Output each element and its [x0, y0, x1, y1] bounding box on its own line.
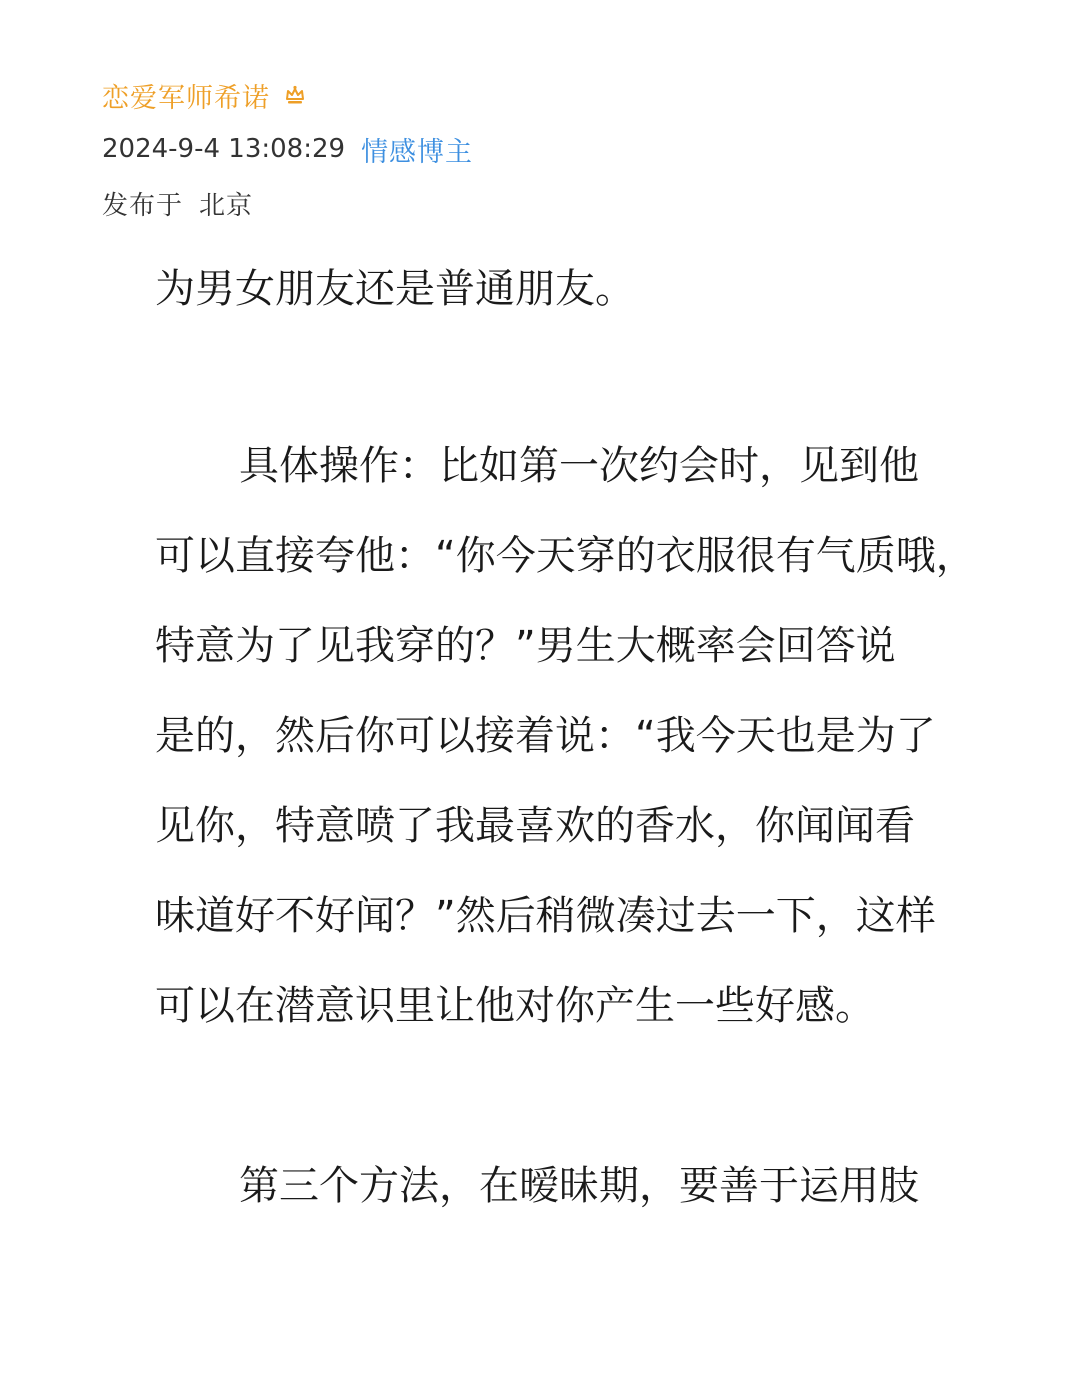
paragraph-line: 具体操作：比如第一次约会时，见到他 — [239, 443, 919, 489]
paragraph-line: 可以在潜意识里让他对你产生一些好感。 — [155, 983, 875, 1029]
post-timestamp: 2024-9-4 13:08:29 — [102, 134, 346, 164]
article-body — [155, 244, 985, 1231]
post-header — [102, 72, 982, 226]
location-row — [102, 180, 982, 226]
paragraph-line: 为男女朋友还是普通朋友。 — [155, 266, 635, 312]
paragraph-line: 特意为了见我穿的？”男生大概率会回答说 — [155, 623, 896, 669]
paragraph-line: 味道好不好闻？”然后稍微凑过去一下，这样 — [155, 893, 936, 939]
role-tag[interactable]: 情感博主 — [361, 136, 474, 168]
author-row — [102, 72, 982, 118]
author-name[interactable]: 恋爱军师希诺 — [102, 82, 270, 114]
paragraph-3 — [155, 1141, 985, 1231]
location-label: 发布于 — [102, 190, 184, 221]
crown-icon — [284, 84, 306, 106]
paragraph-line: 第三个方法，在暧昧期，要善于运用肢 — [239, 1163, 919, 1209]
paragraph-1 — [155, 244, 985, 334]
paragraph-line: 见你，特意喷了我最喜欢的香水，你闻闻看 — [155, 803, 915, 849]
meta-row — [102, 126, 982, 172]
paragraph-line: 是的，然后你可以接着说：“我今天也是为了 — [155, 713, 936, 759]
location-value: 北京 — [199, 190, 254, 221]
paragraph-line: 可以直接夸他：“你今天穿的衣服很有气质哦， — [155, 533, 976, 579]
paragraph-2 — [155, 421, 985, 1051]
